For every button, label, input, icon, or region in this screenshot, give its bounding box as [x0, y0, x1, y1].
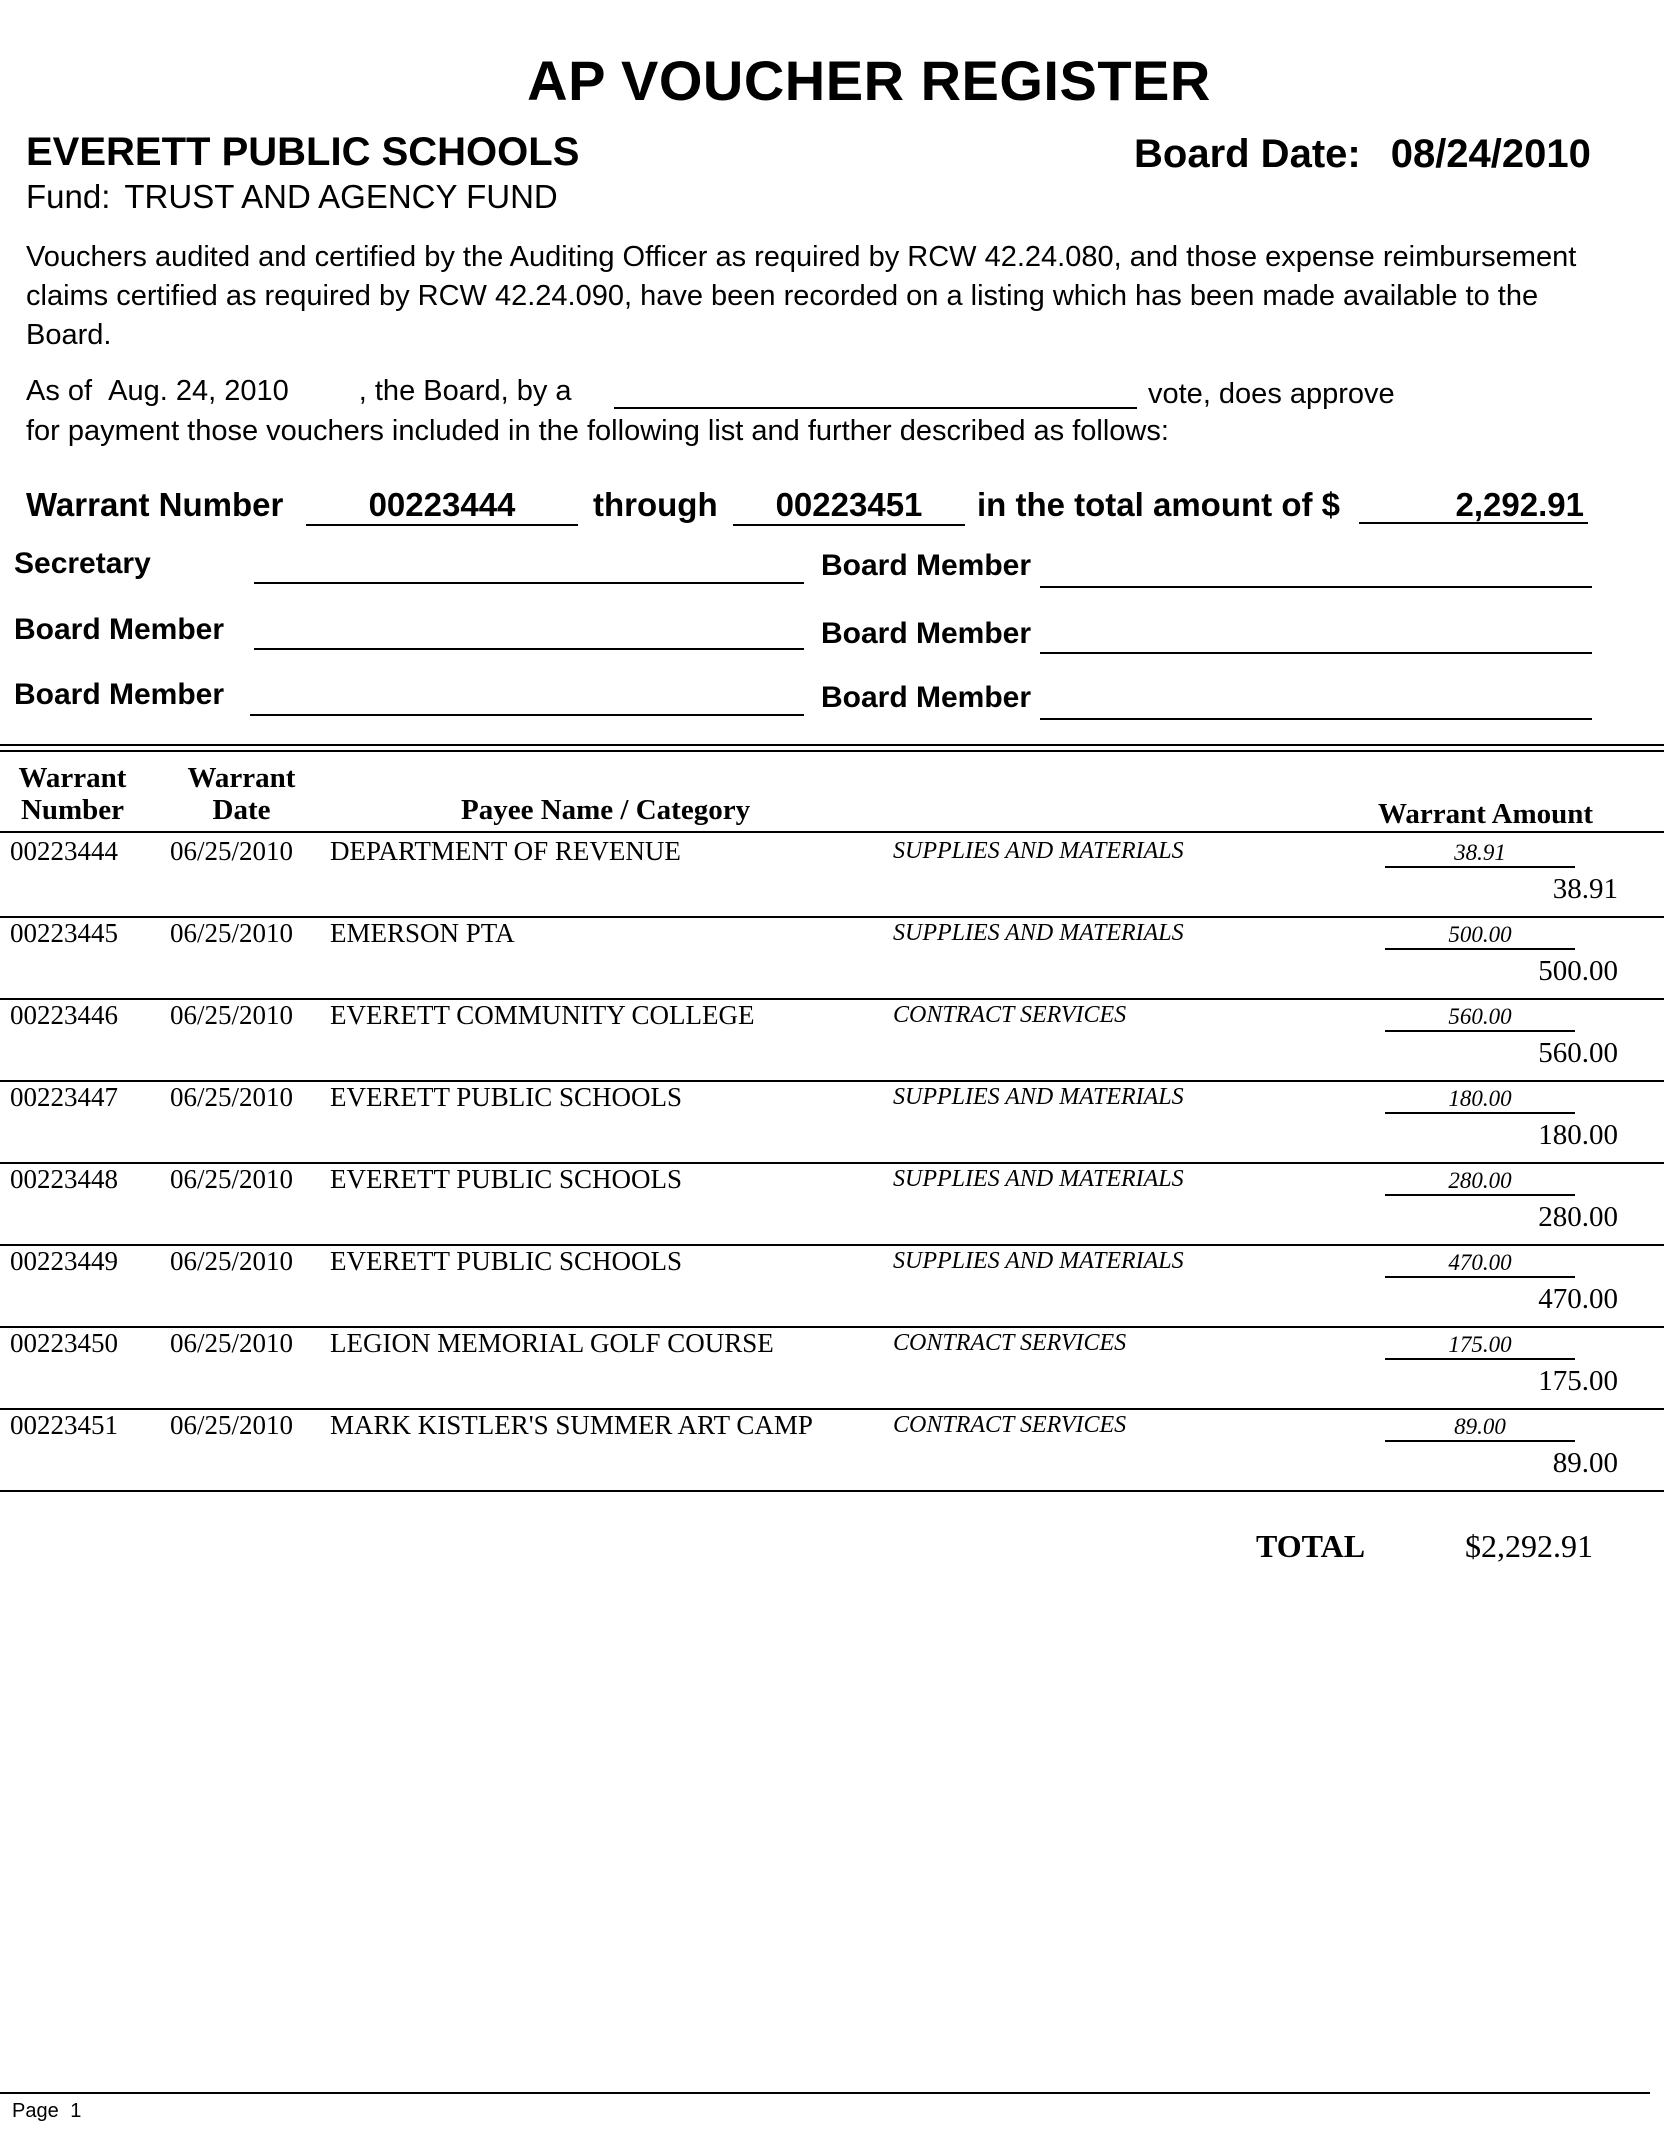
vote-text: vote, does approve	[1148, 378, 1395, 410]
warrant-start: 00223444	[306, 486, 578, 526]
payee-name: DEPARTMENT OF REVENUE	[330, 836, 681, 866]
warrant-number: 00223444	[10, 836, 118, 866]
board-date-value: 08/24/2010	[1390, 132, 1591, 176]
fund-name: TRUST AND AGENCY FUND	[124, 178, 558, 215]
header-number-line1: Warrant	[18, 762, 127, 794]
warrant-subtotal: 280.00	[1538, 1201, 1618, 1233]
table-top-rule	[0, 744, 1664, 746]
board-date-label: Board Date:	[1134, 132, 1361, 176]
row-separator	[0, 1490, 1664, 1492]
header-amount: Warrant Amount	[1378, 798, 1594, 830]
vote-blank-line	[614, 407, 1137, 409]
warrant-amount: 470.00	[1385, 1250, 1575, 1278]
total-value: $2,292.91	[1465, 1528, 1593, 1564]
warrant-subtotal: 38.91	[1552, 873, 1618, 905]
warrant-date: 06/25/2010	[170, 1082, 294, 1112]
warrant-number: 00223451	[10, 1410, 118, 1440]
warrant-amount: 500.00	[1385, 922, 1575, 950]
warrant-number: 00223446	[10, 1000, 118, 1030]
payee-category: SUPPLIES AND MATERIALS	[893, 920, 1184, 946]
payee-category: SUPPLIES AND MATERIALS	[893, 1248, 1184, 1274]
warrant-date: 06/25/2010	[170, 836, 294, 866]
payee-name: EVERETT PUBLIC SCHOOLS	[330, 1246, 683, 1276]
organization-name: EVERETT PUBLIC SCHOOLS	[26, 130, 580, 174]
payee-name: MARK KISTLER'S SUMMER ART CAMP	[330, 1410, 813, 1440]
as-of-label: As of	[26, 375, 93, 407]
footer-rule	[0, 2092, 1650, 2094]
board-date	[1134, 132, 1591, 177]
secretary-signature-line	[254, 582, 804, 584]
warrant-number-label: Warrant Number	[26, 486, 284, 523]
board-member-label: Board Member	[821, 617, 1032, 650]
payee-category: CONTRACT SERVICES	[893, 1330, 1127, 1356]
warrant-subtotal: 470.00	[1538, 1283, 1618, 1315]
total-label: TOTAL	[1256, 1528, 1366, 1564]
warrant-date: 06/25/2010	[170, 1164, 294, 1194]
warrant-amount: 89.00	[1385, 1414, 1575, 1442]
payee-category: CONTRACT SERVICES	[893, 1002, 1127, 1028]
board-member-signature-line	[250, 714, 804, 716]
payee-name: LEGION MEMORIAL GOLF COURSE	[330, 1328, 774, 1358]
payee-category: SUPPLIES AND MATERIALS	[893, 1166, 1184, 1192]
warrant-date: 06/25/2010	[170, 918, 294, 948]
header-warrant-date	[174, 762, 309, 826]
warrant-total: 2,292.91	[1359, 486, 1588, 524]
as-of-line	[26, 375, 572, 408]
board-member-label: Board Member	[821, 681, 1032, 714]
warrant-number: 00223449	[10, 1246, 118, 1276]
warrant-end: 00223451	[733, 486, 965, 526]
payee-name: EMERSON PTA	[330, 918, 515, 948]
board-member-signature-line	[1040, 718, 1592, 720]
warrant-amount: 280.00	[1385, 1168, 1575, 1196]
payee-category: CONTRACT SERVICES	[893, 1412, 1127, 1438]
page-number: 1	[70, 2100, 82, 2122]
warrant-amount: 560.00	[1385, 1004, 1575, 1032]
warrant-date: 06/25/2010	[170, 1410, 294, 1440]
warrant-number: 00223447	[10, 1082, 118, 1112]
fund-label: Fund:	[26, 178, 111, 215]
warrant-number: 00223450	[10, 1328, 118, 1358]
warrant-subtotal: 500.00	[1538, 955, 1618, 987]
certification-paragraph: Vouchers audited and certified by the Auditing Officer as required by RCW 42.24.080, and those expense reimbursement claims certified as required by RCW 42.24.090, have been recorded on a listing which has been made available to the Board.	[26, 241, 1577, 351]
warrant-date: 06/25/2010	[170, 1246, 294, 1276]
approval-text: for payment those vouchers included in the following list and further described as follows:	[26, 415, 1169, 447]
board-member-signature-line	[1040, 586, 1592, 588]
warrant-subtotal: 560.00	[1538, 1037, 1618, 1069]
warrant-date: 06/25/2010	[170, 1000, 294, 1030]
warrant-date: 06/25/2010	[170, 1328, 294, 1358]
warrant-subtotal: 175.00	[1538, 1365, 1618, 1397]
warrant-number: 00223445	[10, 918, 118, 948]
fund-line	[26, 178, 558, 216]
warrant-amount: 175.00	[1385, 1332, 1575, 1360]
header-date-line2: Date	[212, 794, 271, 826]
payee-category: SUPPLIES AND MATERIALS	[893, 1084, 1184, 1110]
warrant-amount: 38.91	[1385, 840, 1575, 868]
table-top-rule	[0, 750, 1664, 752]
header-number-line2: Number	[20, 794, 125, 826]
through-label: through	[593, 486, 718, 523]
warrant-subtotal: 89.00	[1552, 1447, 1618, 1479]
secretary-label: Secretary	[14, 547, 151, 580]
warrant-number: 00223448	[10, 1164, 118, 1194]
header-warrant-number	[10, 762, 135, 826]
payee-category: SUPPLIES AND MATERIALS	[893, 838, 1184, 864]
page-indicator	[12, 2100, 81, 2123]
page-label: Page	[12, 2100, 59, 2122]
total-amount-label: in the total amount of $	[977, 486, 1340, 523]
table-header-rule	[0, 831, 1664, 833]
board-member-signature-line	[254, 648, 804, 650]
warrant-subtotal: 180.00	[1538, 1119, 1618, 1151]
board-member-label: Board Member	[14, 613, 225, 646]
header-payee: Payee Name / Category	[461, 794, 751, 826]
warrant-amount: 180.00	[1385, 1086, 1575, 1114]
board-by-text: , the Board, by a	[358, 375, 572, 407]
payee-name: EVERETT PUBLIC SCHOOLS	[330, 1164, 683, 1194]
as-of-date: Aug. 24, 2010	[108, 375, 289, 407]
payee-name: EVERETT COMMUNITY COLLEGE	[330, 1000, 755, 1030]
header-date-line1: Warrant	[187, 762, 296, 794]
page-title: AP VOUCHER REGISTER	[527, 49, 1211, 112]
payee-name: EVERETT PUBLIC SCHOOLS	[330, 1082, 683, 1112]
board-member-signature-line	[1040, 652, 1592, 654]
board-member-label: Board Member	[14, 678, 225, 711]
board-member-label: Board Member	[821, 549, 1032, 582]
